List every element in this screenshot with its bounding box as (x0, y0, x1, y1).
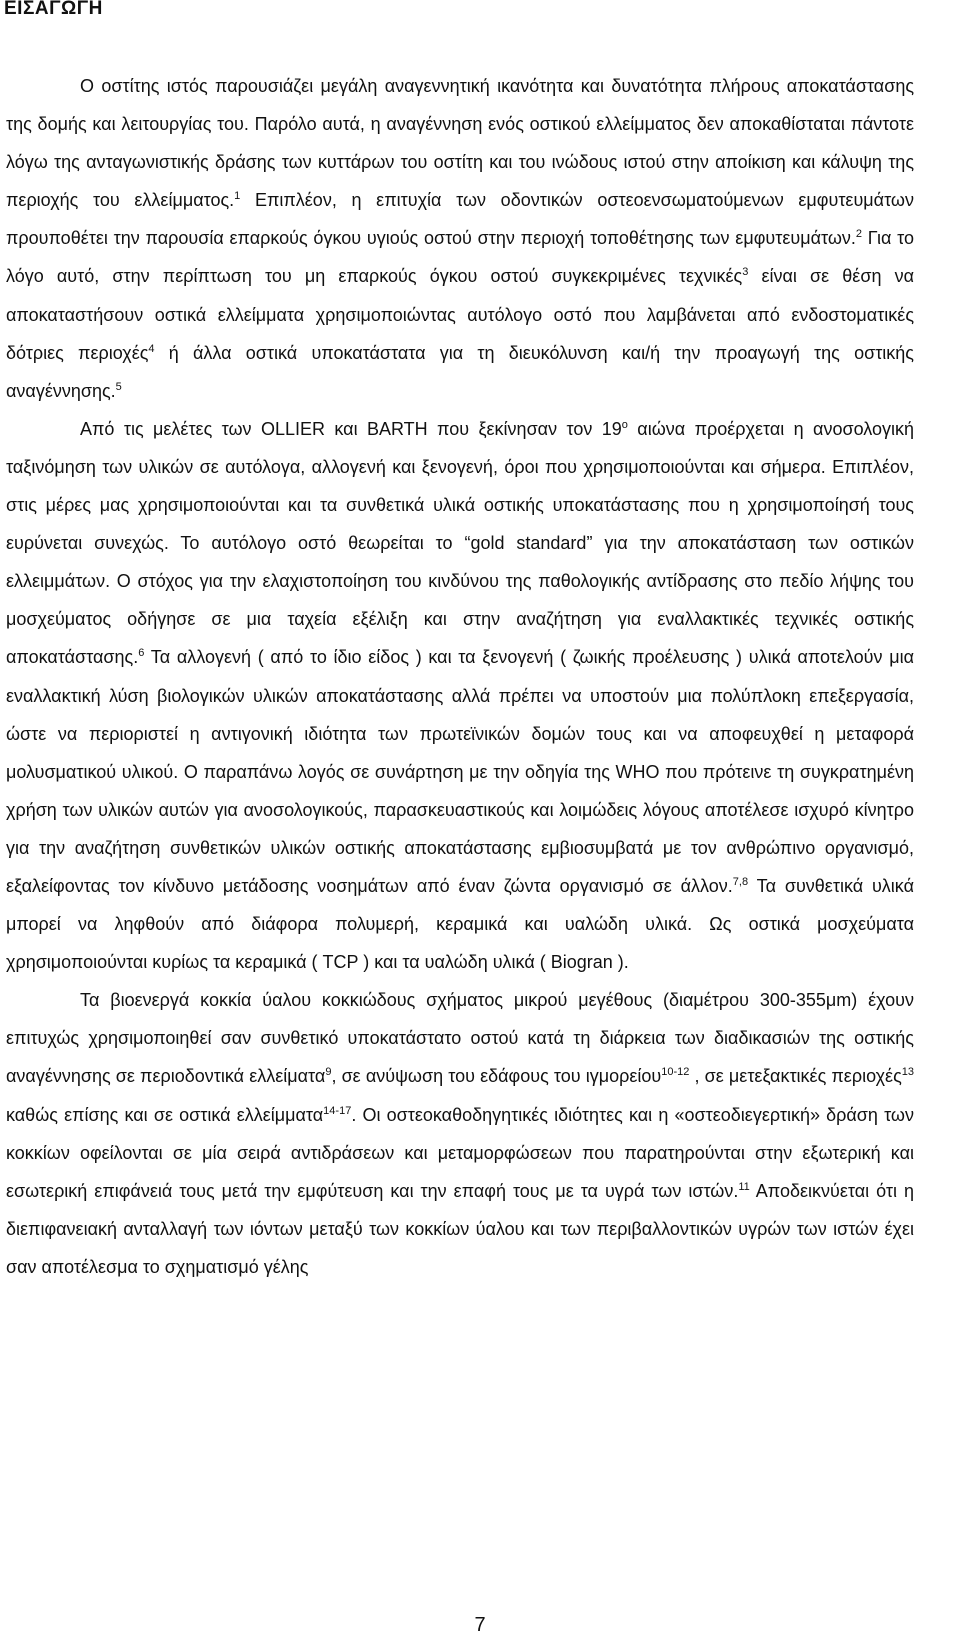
paragraph-3-text-6: Αποδεικνύεται ότι η διεπιφανειακή ανταλλαγή των ιόντων μεταξύ των κοκκίων ύαλου και των περιβαλλοντικών υγρών των ιστών έχει σαν αποτέλεσμα το σχηματισμό γέλης (6, 1180, 914, 1277)
paragraph-2-text-4: Τα συνθετικά υλικά μπορεί να ληφθούν από διάφορα πολυμερή, κεραμικά και υαλώδη υλικά. Ως οστικά μοσχεύματα χρησιμοποιούνται κυρίως τα κεραμικά ( TCP ) και τα υαλώδη υλικά ( Biogran ). (6, 875, 914, 973)
page-number: 7 (474, 1614, 486, 1636)
paragraph-1-text-4: είναι σε θέση να αποκαταστήσουν οστικά ελλείμματα χρησιμοποιώντας αυτόλογο οστό που λαμβάνεται από ενδοστοματικές δότριες περιοχές (6, 266, 914, 363)
reference-9: 9 (325, 1066, 332, 1079)
paragraph-2 (6, 410, 914, 981)
paragraph-3 (6, 981, 914, 1286)
paragraph-3-text-4: καθώς επίσης και σε οστικά ελλείμματα (6, 1104, 324, 1125)
reference-3: 3 (742, 266, 749, 279)
body-text (6, 67, 914, 1286)
reference-7-8: 7,8 (732, 875, 749, 888)
paragraph-3-text-1: Τα βιοενεργά κοκκία ύαλου κοκκιώδους σχήματος μικρού μεγέθους (διαμέτρου 300-355μm) έχουν επιτυχώς χρησιμοποιηθεί σαν συνθετικό υποκατάστατο οστού κατά τη διάρκεια των διαδικασιών της οστικής αναγέννησης σε περιοδοντικά ελλείματα (6, 990, 914, 1087)
paragraph-1 (6, 67, 914, 410)
reference-11: 11 (738, 1180, 750, 1193)
reference-1: 1 (234, 190, 241, 203)
reference-13: 13 (901, 1066, 914, 1079)
paragraph-3-text-2: , σε ανύψωση του εδάφους του ιγμορείου (331, 1066, 662, 1087)
paragraph-1-text-5: ή άλλα οστικά υποκατάστατα για τη διευκόλυνση και/ή την προαγωγή της οστικής αναγέννησης. (6, 342, 914, 401)
paragraph-2-text-3: Τα αλλογενή ( από το ίδιο είδος ) και τα ξενογενή ( ζωικής προέλευσης ) υλικά αποτελούν μια εναλλακτική λύση βιολογικών υλικών αποκατάστασης αλλά πρέπει να υποστούν μια πολύπλοκη επεξεργασία, ώστε να περιοριστεί η αντιγονική ιδιότητα των πρωτεϊνικών δομών τους και να αποφευχθεί η μεταφορά μολυσματικού υλικού. Ο παραπάνω λογός σε συνάρτηση με την οδηγία της WHO που πρότεινε τη συγκρατημένη χρήση των υλικών αυτών για ανοσολογικούς, παρασκευαστικούς και λοιμώδεις λόγους αποτέλεσε ισχυρό κίνητρο για την αναζήτηση συνθετικών υλικών οστικής αποκατάστασης εμβιοσυμβατά με τον ανθρώπινο οργανισμό, εξαλείφοντας τον κίνδυνο μετάδοσης νοσημάτων από έναν ζώντα οργανισμό σε άλλον. (6, 647, 914, 896)
ordinal-superscript: ο (621, 418, 628, 431)
paragraph-1-text-2: Επιπλέον, η επιτυχία των οδοντικών οστεοενσωματούμενων εμφυτευμάτων προυποθέτει την παρουσία επαρκούς όγκου υγιούς οστού στην περιοχή τοποθέτησης των εμφυτευμάτων. (6, 190, 914, 249)
paragraph-3-text-5: . Οι οστεοκαθοδηγητικές ιδιότητες και η «οστεοδιεγερτική» δράση των κοκκίων οφείλονται σε μία σειρά αντιδράσεων και μεταμορφώσεων που παρατηρούνται στην εξωτερική και εσωτερική επιφάνειά τους μετά την εμφύτευση και την επαφή τους με τα υγρά των ιστών. (6, 1104, 914, 1201)
paragraph-1-text-1: Ο οστίτης ιστός παρουσιάζει μεγάλη αναγεννητική ικανότητα και δυνατότητα πλήρους αποκατάστασης της δομής και λειτουργίας του. Παρόλο αυτά, η αναγέννηση ενός οστικού ελλείμματος δεν αποκαθίσταται πάντοτε λόγω της ανταγωνιστικής δράσης των κυττάρων του οστίτη και του ινώδους ιστού στην αποίκιση και κάλυψη της περιοχής του ελλείμματος. (6, 76, 914, 211)
reference-4: 4 (148, 342, 155, 355)
reference-5: 5 (115, 380, 122, 393)
reference-14-17: 14-17 (323, 1104, 352, 1117)
paragraph-3-text-3: , σε μετεξακτικές περιοχές (689, 1066, 902, 1087)
section-heading: ΕΙΣΑΓΩΓΗ (4, 0, 103, 19)
reference-10-12: 10-12 (661, 1066, 690, 1079)
paragraph-2-text-2: αιώνα προέρχεται η ανοσολογική ταξινόμηση των υλικών σε αυτόλογα, αλλογενή και ξενογενή, όροι που χρησιμοποιούνται και σήμερα. Επιπλέον, στις μέρες μας χρησιμοποιούνται και τα συνθετικά υλικά οστικής υποκατάστασης που η χρησιμοποίησή τους ευρύνεται συνεχώς. Το αυτόλογο οστό θεωρείται το “gold standard” για την αποκατάσταση των οστικών ελλειμμάτων. Ο στόχος για την ελαχιστοποίηση του κινδύνου της παθολογικής αντίδρασης στο πεδίο λήψης του μοσχεύματος οδήγησε σε μια ταχεία εξέλιξη και στην αναζήτηση για εναλλακτικές τεχνικές οστικής αποκατάστασης. (6, 418, 914, 668)
paragraph-2-text-1: Από τις μελέτες των OLLIER και BARTH που ξεκίνησαν τον 19 (80, 418, 622, 439)
paragraph-1-text-3: Για το λόγο αυτό, στην περίπτωση του μη επαρκούς όγκου οστού συγκεκριμένες τεχνικές (6, 228, 914, 287)
reference-2: 2 (855, 228, 863, 241)
reference-6: 6 (138, 647, 145, 660)
